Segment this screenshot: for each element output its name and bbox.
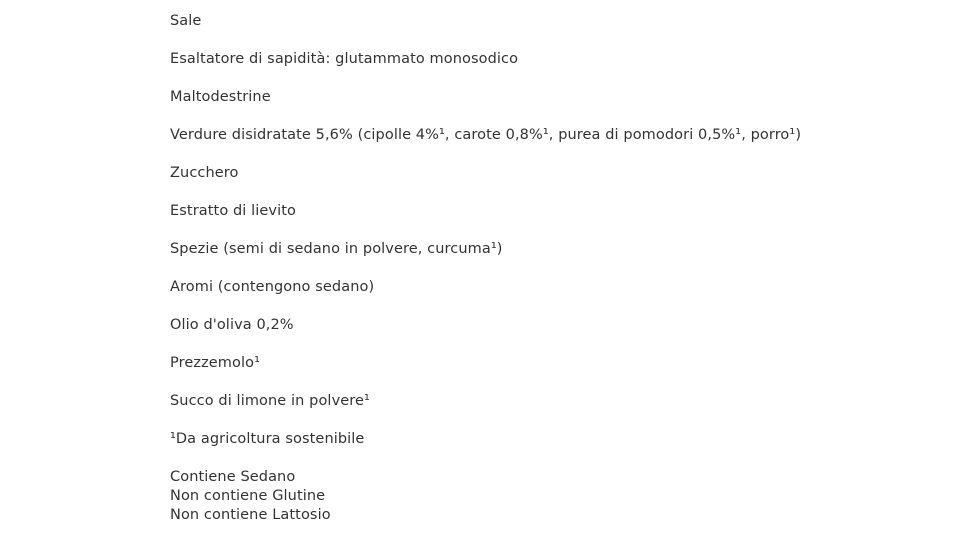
ingredient-yeast-extract: Estratto di lievito	[170, 203, 296, 219]
ingredient-flavorings: Aromi (contengono sedano)	[170, 279, 375, 295]
ingredient-parsley: Prezzemolo¹	[170, 355, 261, 371]
ingredient-spices: Spezie (semi di sedano in polvere, curcuma¹)	[170, 241, 503, 257]
sustainability-footnote: ¹Da agricoltura sostenibile	[170, 431, 365, 447]
ingredients-panel	[170, 12, 930, 525]
allergen-contains-celery: Contiene Sedano	[170, 469, 296, 485]
ingredient-maltodextrin: Maltodestrine	[170, 89, 271, 105]
ingredient-salt: Sale	[170, 13, 202, 29]
allergen-no-gluten: Non contiene Glutine	[170, 488, 326, 504]
ingredient-olive-oil: Olio d'oliva 0,2%	[170, 317, 294, 333]
ingredient-flavor-enhancer: Esaltatore di sapidità: glutammato monosodico	[170, 51, 519, 67]
ingredient-lemon-juice-powder: Succo di limone in polvere¹	[170, 393, 370, 409]
ingredient-dried-vegetables: Verdure disidratate 5,6% (cipolle 4%¹, carote 0,8%¹, purea di pomodori 0,5%¹, porro¹)	[170, 127, 802, 143]
ingredient-sugar: Zucchero	[170, 165, 239, 181]
allergen-info	[170, 468, 930, 525]
allergen-no-lactose: Non contiene Lattosio	[170, 507, 331, 523]
